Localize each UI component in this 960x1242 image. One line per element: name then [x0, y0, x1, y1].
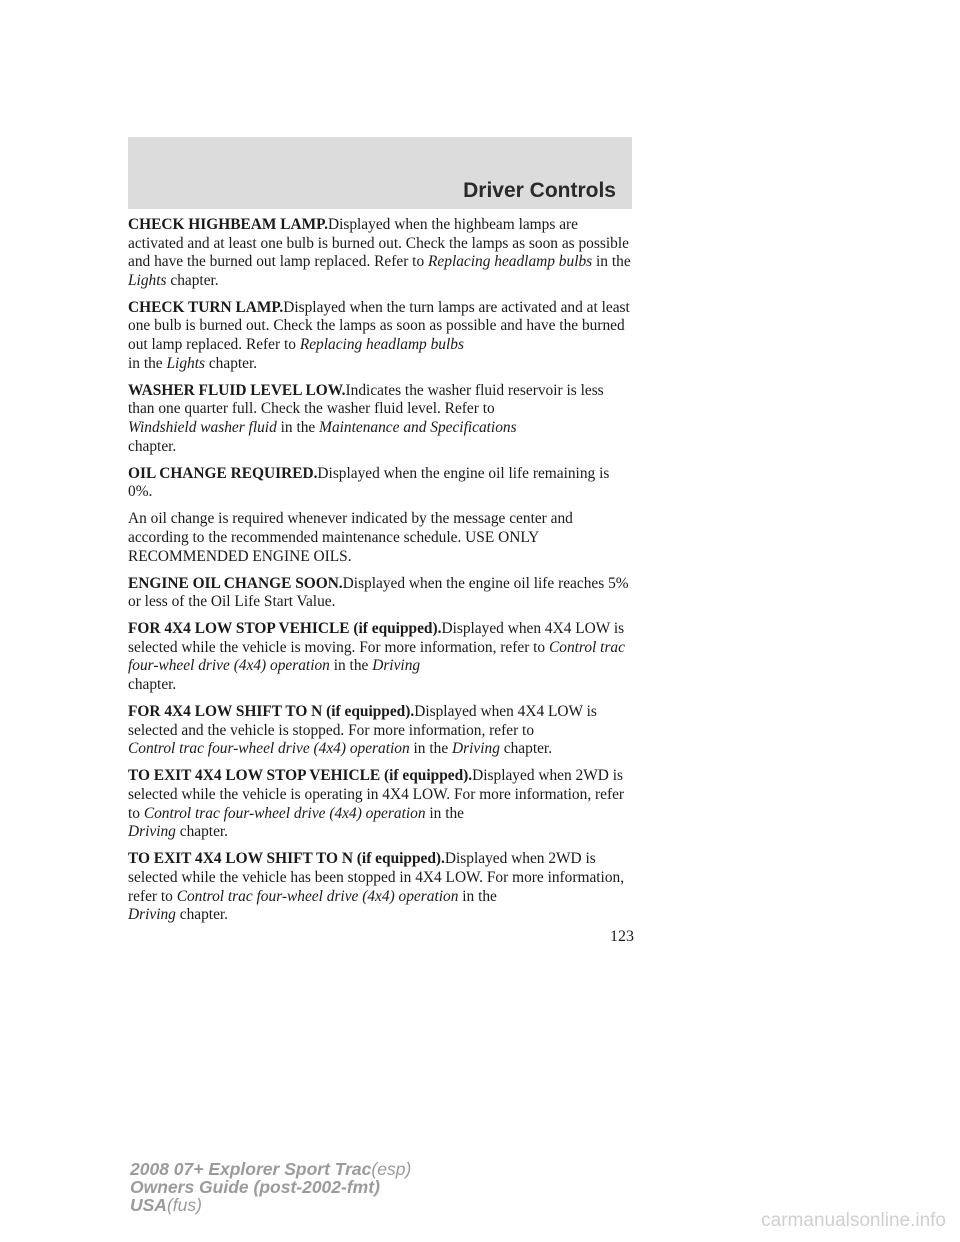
cross-reference: Control trac four-wheel drive (4x4) operation	[128, 638, 625, 675]
paragraph-heading: TO EXIT 4X4 LOW SHIFT TO N (if equipped).	[128, 850, 445, 868]
paragraph-check-highbeam-lamp: CHECK HIGHBEAM LAMP.Displayed when the highbeam lamps are activated and at least one bulb is burned out. Check the lamps as soon as possible and have the burned out lamp replaced. Refer to Replacing headlamp bulbs in the Lights chapter.	[128, 216, 631, 289]
footer-line-vehicle: 2008 07+ Explorer Sport Trac(esp)	[130, 1159, 412, 1179]
cross-reference: Replacing headlamp bulbs	[428, 253, 593, 271]
paragraph-heading: FOR 4X4 LOW SHIFT TO N (if equipped).	[128, 703, 415, 721]
cross-reference: Lights	[128, 271, 167, 289]
cross-reference: Lights	[166, 354, 205, 372]
page-number: 123	[610, 928, 634, 945]
footer-line-guide: Owners Guide (post-2002-fmt)	[130, 1177, 380, 1197]
page-content	[128, 216, 632, 933]
paragraph-heading: OIL CHANGE REQUIRED.	[128, 464, 318, 482]
paragraph-heading: CHECK HIGHBEAM LAMP.	[128, 216, 328, 233]
cross-reference: Control trac four-wheel drive (4x4) operation	[143, 804, 426, 822]
paragraph-oil-change-note: An oil change is required whenever indicated by the message center and according to the recommended maintenance schedule. USE ONLY RECOMMENDED ENGINE OILS.	[128, 510, 573, 565]
paragraph-engine-oil-change-soon: ENGINE OIL CHANGE SOON.Displayed when the engine oil life reaches 5% or less of the Oil Life Start Value.	[128, 574, 629, 611]
cross-reference: Driving	[128, 823, 176, 841]
paragraph-check-turn-lamp: CHECK TURN LAMP.Displayed when the turn lamps are activated and at least one bulb is burned out. Check the lamps as soon as possible and have the burned out lamp replaced. Refer to Replacing headlamp bulbs in the Lights chapter.	[128, 298, 630, 372]
document-footer	[130, 1160, 411, 1214]
paragraph-heading: ENGINE OIL CHANGE SOON.	[128, 574, 343, 592]
cross-reference: Windshield washer fluid	[128, 418, 277, 436]
chapter-title: Driver Controls	[463, 179, 616, 202]
chapter-header-band	[128, 137, 632, 209]
paragraph-heading: TO EXIT 4X4 LOW STOP VEHICLE (if equipped).	[128, 767, 473, 785]
cross-reference: Driving	[372, 657, 421, 675]
paragraph-oil-change-required: OIL CHANGE REQUIRED.Displayed when the engine oil life remaining is 0%.	[128, 464, 610, 501]
paragraph-exit-4x4-low-shift-to-n: TO EXIT 4X4 LOW SHIFT TO N (if equipped).Displayed when 2WD is selected while the vehicle has been stopped in 4X4 LOW. For more information, refer to Control trac four-wheel drive (4x4) operation in the Driving chapter.	[128, 850, 625, 924]
paragraph-4x4-low-stop-vehicle: FOR 4X4 LOW STOP VEHICLE (if equipped).Displayed when 4X4 LOW is selected while the vehicle is moving. For more information, refer to Control trac four-wheel drive (4x4) operation in the Driving chapter.	[128, 620, 625, 694]
cross-reference: Driving	[128, 906, 176, 924]
paragraph-washer-fluid-level-low: WASHER FLUID LEVEL LOW.Indicates the washer fluid reservoir is less than one quarter full. Check the washer fluid level. Refer to Windshield washer fluid in the Maintenance and Specifications chapter.	[128, 381, 604, 455]
paragraph-heading: WASHER FLUID LEVEL LOW.	[128, 381, 346, 399]
footer-line-market: USA(fus)	[130, 1195, 202, 1215]
cross-reference: Maintenance and Specifications	[319, 418, 517, 436]
cross-reference: Control trac four-wheel drive (4x4) operation	[128, 740, 410, 758]
paragraph-heading: FOR 4X4 LOW STOP VEHICLE (if equipped).	[128, 620, 442, 638]
paragraph-4x4-low-shift-to-n: FOR 4X4 LOW SHIFT TO N (if equipped).Displayed when 4X4 LOW is selected and the vehicle is stopped. For more information, refer to Control trac four-wheel drive (4x4) operation in the Driving chapter.	[128, 703, 597, 758]
watermark-text: carmanualsonline.info	[761, 1210, 946, 1231]
paragraph-heading: CHECK TURN LAMP.	[128, 298, 284, 316]
cross-reference: Replacing headlamp bulbs	[299, 336, 464, 354]
cross-reference: Driving	[452, 740, 500, 758]
cross-reference: Control trac four-wheel drive (4x4) operation	[176, 887, 459, 905]
paragraph-exit-4x4-low-stop-vehicle: TO EXIT 4X4 LOW STOP VEHICLE (if equipped).Displayed when 2WD is selected while the vehicle is operating in 4X4 LOW. For more information, refer to Control trac four-wheel drive (4x4) operation in the Driving chapter.	[128, 767, 625, 841]
